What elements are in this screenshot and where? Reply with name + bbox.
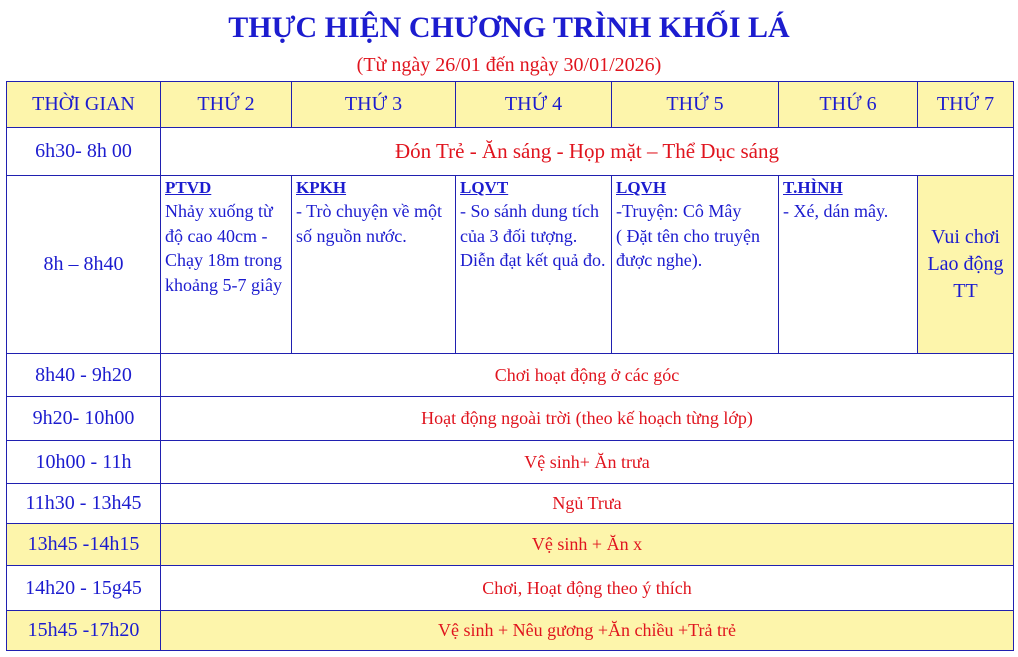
activity-cell: Vệ sinh + Ăn x — [161, 524, 1014, 566]
lesson-content-note: ( Đặt tên cho truyện được nghe). — [616, 225, 760, 270]
lesson-subject: LQVH — [616, 178, 667, 197]
table-row — [7, 484, 1014, 524]
activity-cell: Chơi, Hoạt động theo ý thích — [161, 566, 1014, 611]
table-row — [7, 611, 1014, 651]
header-thursday: THỨ 5 — [612, 82, 779, 128]
table-row — [7, 524, 1014, 566]
monday-lesson — [161, 176, 292, 354]
activity-cell: Vệ sinh + Nêu gương +Ăn chiều +Trả trẻ — [161, 611, 1014, 651]
lesson-subject: LQVT — [460, 178, 509, 197]
thursday-lesson — [612, 176, 779, 354]
header-time: THỜI GIAN — [7, 82, 161, 128]
lesson-subject: T.HÌNH — [783, 178, 843, 197]
table-row — [7, 397, 1014, 441]
time-cell: 6h30- 8h 00 — [7, 128, 161, 176]
saturday-activity: Vui chơi Lao động TT — [918, 176, 1014, 354]
wednesday-lesson — [456, 176, 612, 354]
lesson-content: - So sánh dung tích của 3 đối tượng. Diễn đạt kết quả đo. — [460, 201, 606, 270]
date-range: (Từ ngày 26/01 đến ngày 30/01/2026) — [356, 54, 662, 76]
schedule-table — [6, 81, 1014, 651]
time-cell: 14h20 - 15g45 — [7, 566, 161, 611]
page-title: THỰC HIỆN CHƯƠNG TRÌNH KHỐI LÁ — [228, 11, 790, 44]
header-wednesday: THỨ 4 — [456, 82, 612, 128]
lesson-content: - Xé, dán mây. — [783, 201, 889, 221]
table-row — [7, 441, 1014, 484]
time-cell: 11h30 - 13h45 — [7, 484, 161, 524]
header-tuesday: THỨ 3 — [292, 82, 456, 128]
time-cell: 8h40 - 9h20 — [7, 354, 161, 397]
tuesday-lesson — [292, 176, 456, 354]
header-saturday: THỨ 7 — [918, 82, 1014, 128]
time-cell: 15h45 -17h20 — [7, 611, 161, 651]
header-monday: THỨ 2 — [161, 82, 292, 128]
table-row — [7, 176, 1014, 354]
table-row — [7, 354, 1014, 397]
table-row — [7, 566, 1014, 611]
time-cell: 8h – 8h40 — [7, 176, 161, 354]
activity-cell: Ngủ Trưa — [161, 484, 1014, 524]
activity-cell: Hoạt động ngoài trời (theo kế hoạch từng lớp) — [161, 397, 1014, 441]
activity-cell: Đón Trẻ - Ăn sáng - Họp mặt – Thể Dục sáng — [161, 128, 1014, 176]
lesson-subject: KPKH — [296, 178, 347, 197]
activity-cell: Vệ sinh+ Ăn trưa — [161, 441, 1014, 484]
lesson-content: -Truyện: Cô Mây — [616, 201, 742, 221]
friday-lesson — [779, 176, 918, 354]
time-cell: 13h45 -14h15 — [7, 524, 161, 566]
lesson-content: Nhảy xuống từ độ cao 40cm - Chạy 18m trong khoảng 5-7 giây — [165, 201, 282, 295]
lesson-subject: PTVD — [165, 178, 212, 197]
lesson-content: - Trò chuyện về một số nguồn nước. — [296, 201, 442, 246]
activity-cell: Chơi hoạt động ở các góc — [161, 354, 1014, 397]
time-cell: 10h00 - 11h — [7, 441, 161, 484]
header-friday: THỨ 6 — [779, 82, 918, 128]
table-row — [7, 128, 1014, 176]
time-cell: 9h20- 10h00 — [7, 397, 161, 441]
